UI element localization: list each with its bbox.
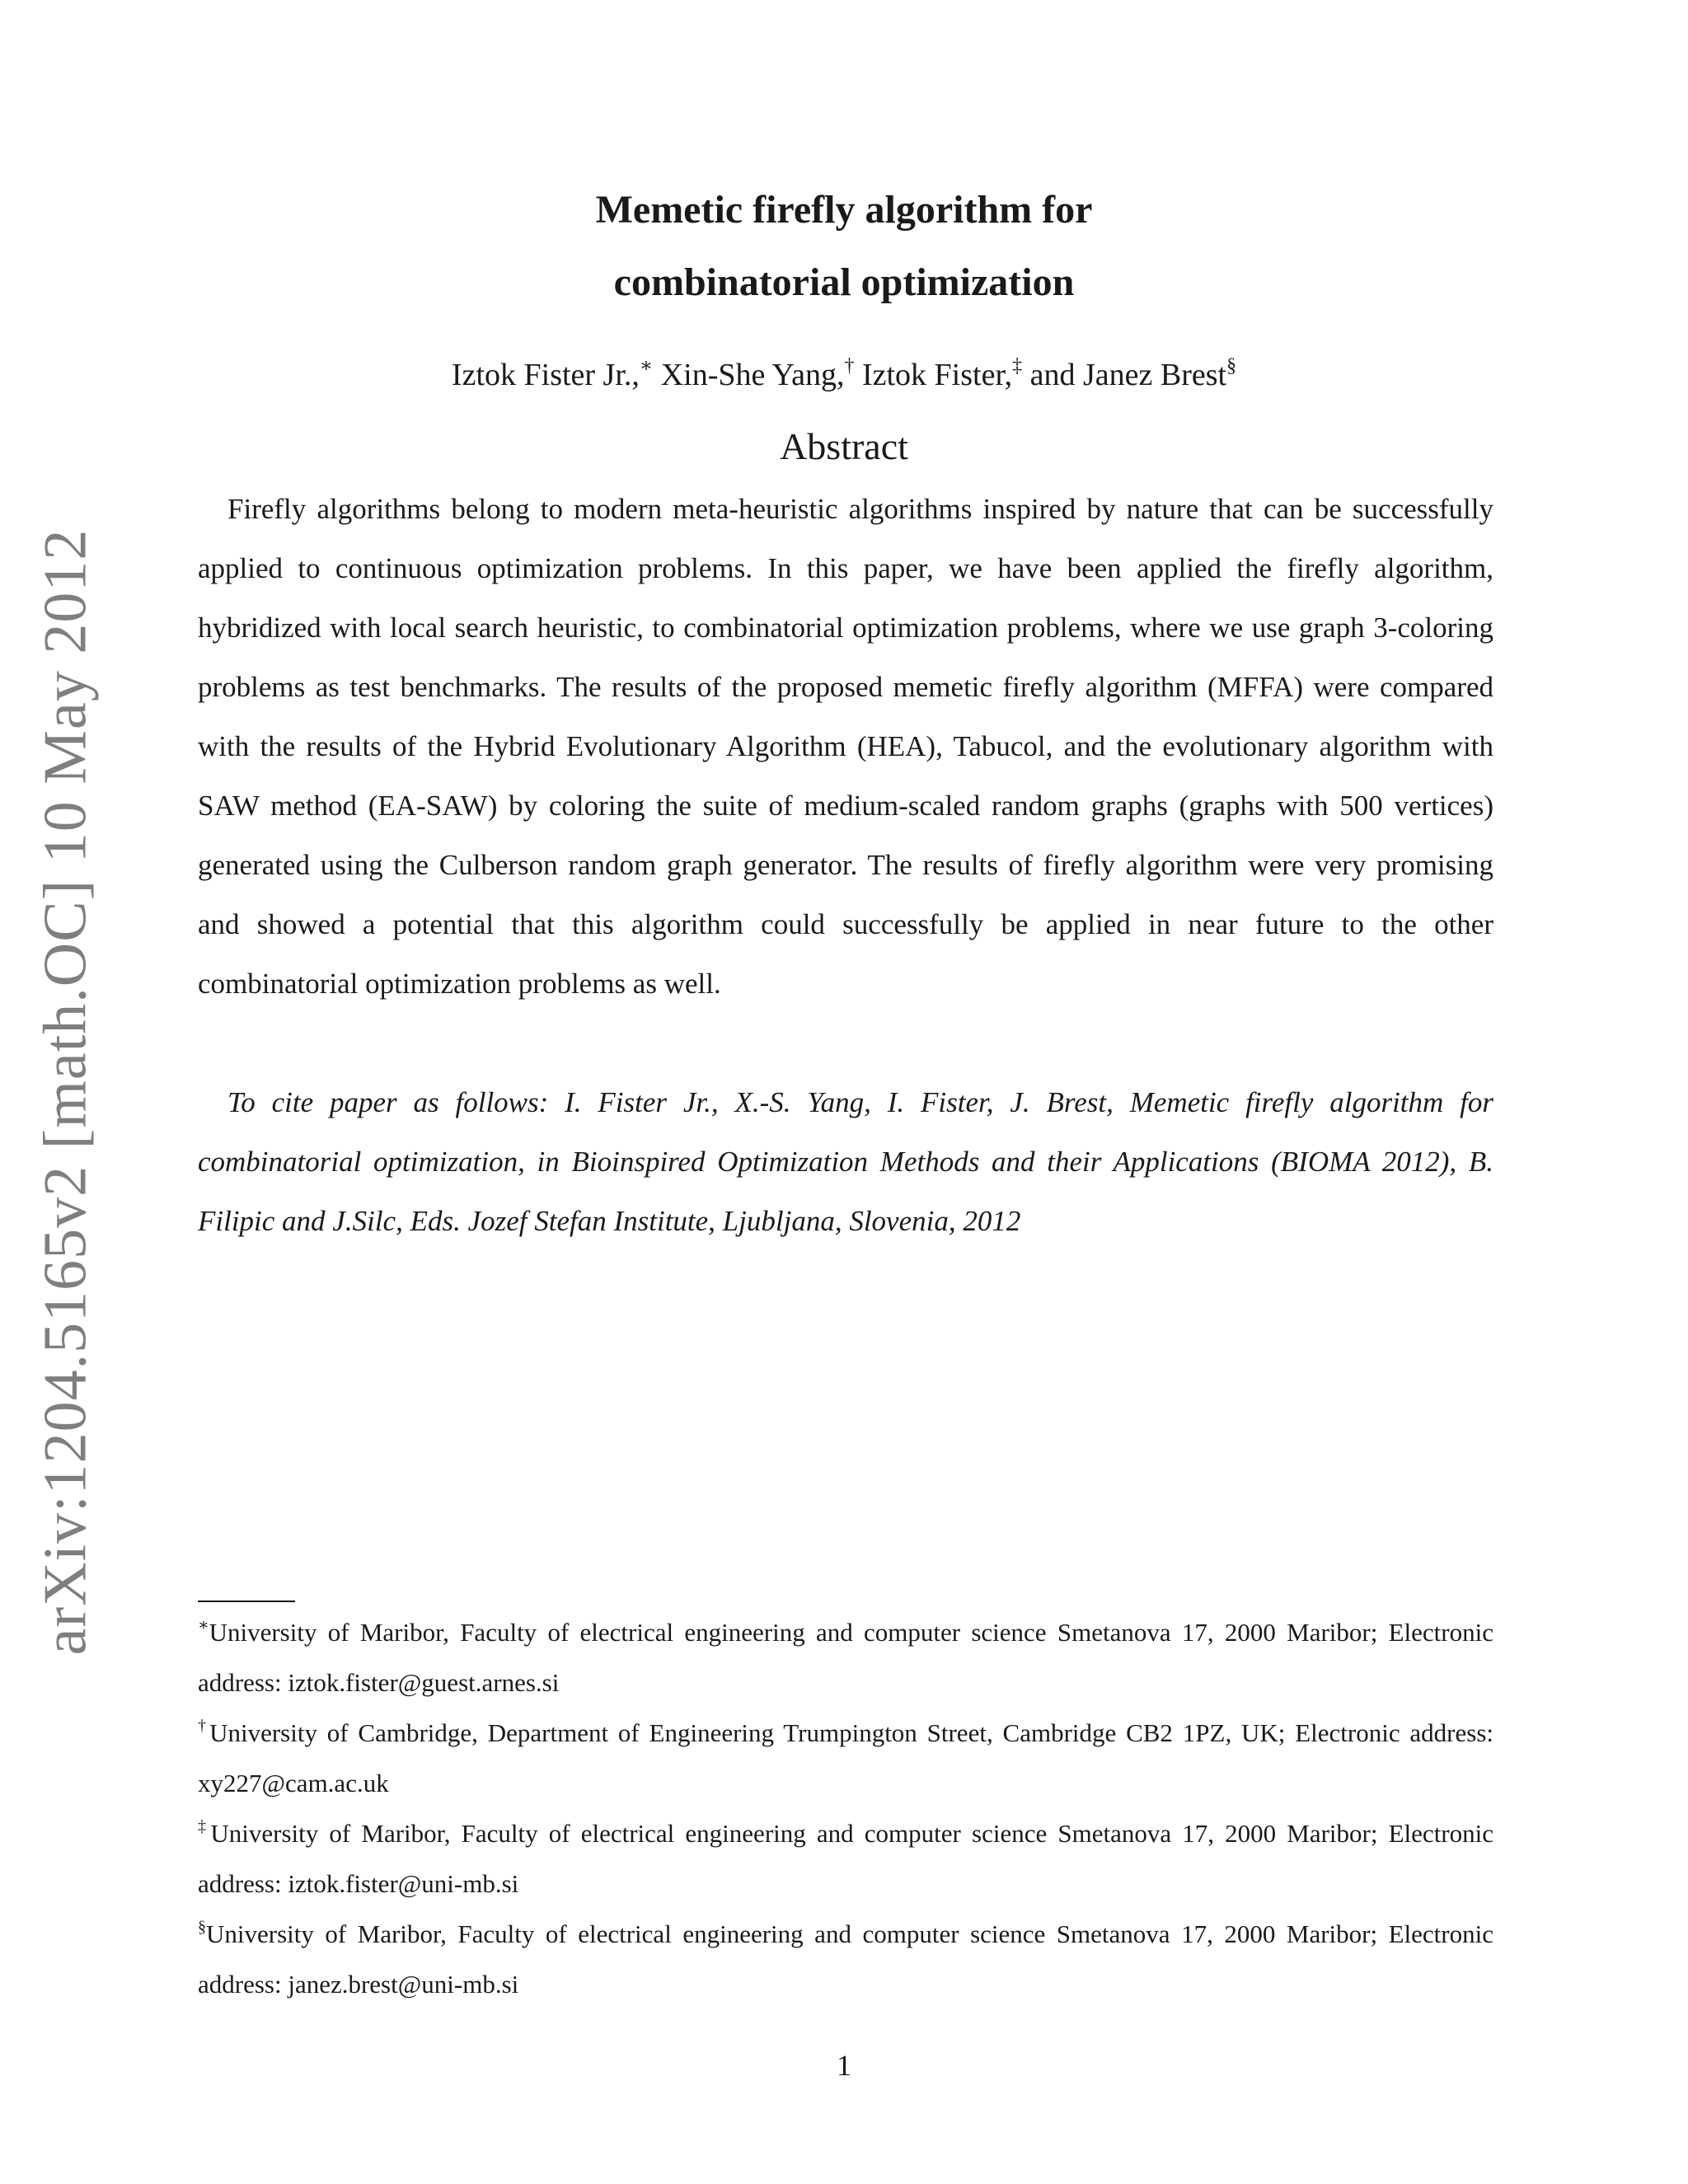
author-1-footnote-mark: ∗ [639, 355, 654, 377]
author-1-name: Iztok Fister Jr., [451, 358, 640, 392]
footnote-separator-rule [198, 1601, 295, 1602]
arxiv-identifier-stamp: arXiv:1204.5165v2 [math.OC] 10 May 2012 [31, 528, 100, 1656]
footnote-1-text: University of Maribor, Faculty of electrical engineering and computer science Smetanova 17, 2000 Maribor; Electronic address: iztok.fister@guest.arnes.si [198, 1618, 1493, 1697]
footnote-1 [198, 1607, 1493, 1708]
citation-note: To cite paper as follows: I. Fister Jr., X.-S. Yang, I. Fister, J. Brest, Memetic firefly algorithm for combinatorial optimization, in Bioinspired Optimization Methods and their Applications (BIOMA 2012), B. Filipic and J.Silc, Eds. Jozef Stefan Institute, Ljubljana, Slovenia, 2012 [198, 1086, 1493, 1237]
author-4 [1029, 355, 1237, 392]
paper-title-line-2: combinatorial optimization [613, 260, 1075, 304]
footnote-3 [198, 1808, 1493, 1909]
footnote-2 [198, 1708, 1493, 1808]
abstract-heading: Abstract [780, 425, 908, 467]
footnotes [198, 1607, 1493, 2009]
footnote-4-mark: § [198, 1918, 206, 1936]
author-4-name: and Janez Brest [1029, 358, 1227, 392]
author-2-footnote-mark: † [844, 355, 855, 377]
author-list [0, 354, 1688, 396]
author-2 [660, 355, 855, 392]
author-3-footnote-mark: ‡ [1012, 355, 1023, 377]
paper-title-line-1: Memetic firefly algorithm for [595, 188, 1093, 232]
footnote-3-text: University of Maribor, Faculty of electrical engineering and computer science Smetanova 17, 2000 Maribor; Electronic address: iztok.fister@uni-mb.si [198, 1819, 1494, 1898]
author-1 [451, 355, 654, 392]
footnote-4 [198, 1909, 1493, 2009]
page-number: 1 [837, 2049, 851, 2082]
footnote-1-mark: ∗ [198, 1616, 209, 1634]
footnote-3-mark: ‡ [198, 1817, 211, 1835]
author-3 [861, 355, 1023, 392]
abstract-text: Firefly algorithms belong to modern meta-heuristic algorithms inspired by nature that can be successfully applied to continuous optimization problems. In this paper, we have been applied the firefly algorithm, hybridized with local search heuristic, to combinatorial optimization problems, where we use graph 3-coloring problems as test benchmarks. The results of the proposed memetic firefly algorithm (MFFA) were compared with the results of the Hybrid Evolutionary Algorithm (HEA), Tabucol, and the evolutionary algorithm with SAW method (EA-SAW) by coloring the suite of medium-scaled random graphs (graphs with 500 vertices) generated using the Culberson random graph generator. The results of firefly algorithm were very promising and showed a potential that this algorithm could successfully be applied in near future to the other combinatorial optimization problems as well. [198, 493, 1493, 1000]
author-4-footnote-mark: § [1226, 355, 1237, 377]
footnote-2-text: University of Cambridge, Department of Engineering Trumpington Street, Cambridge CB2 1PZ, UK; Electronic address: xy227@cam.ac.uk [198, 1718, 1494, 1797]
footnote-4-text: University of Maribor, Faculty of electrical engineering and computer science Smetanova 17, 2000 Maribor; Electronic address: janez.brest@uni-mb.si [198, 1919, 1493, 1999]
author-2-name: Xin-She Yang, [660, 358, 845, 392]
footnote-2-mark: † [198, 1717, 210, 1735]
author-3-name: Iztok Fister, [861, 358, 1013, 392]
